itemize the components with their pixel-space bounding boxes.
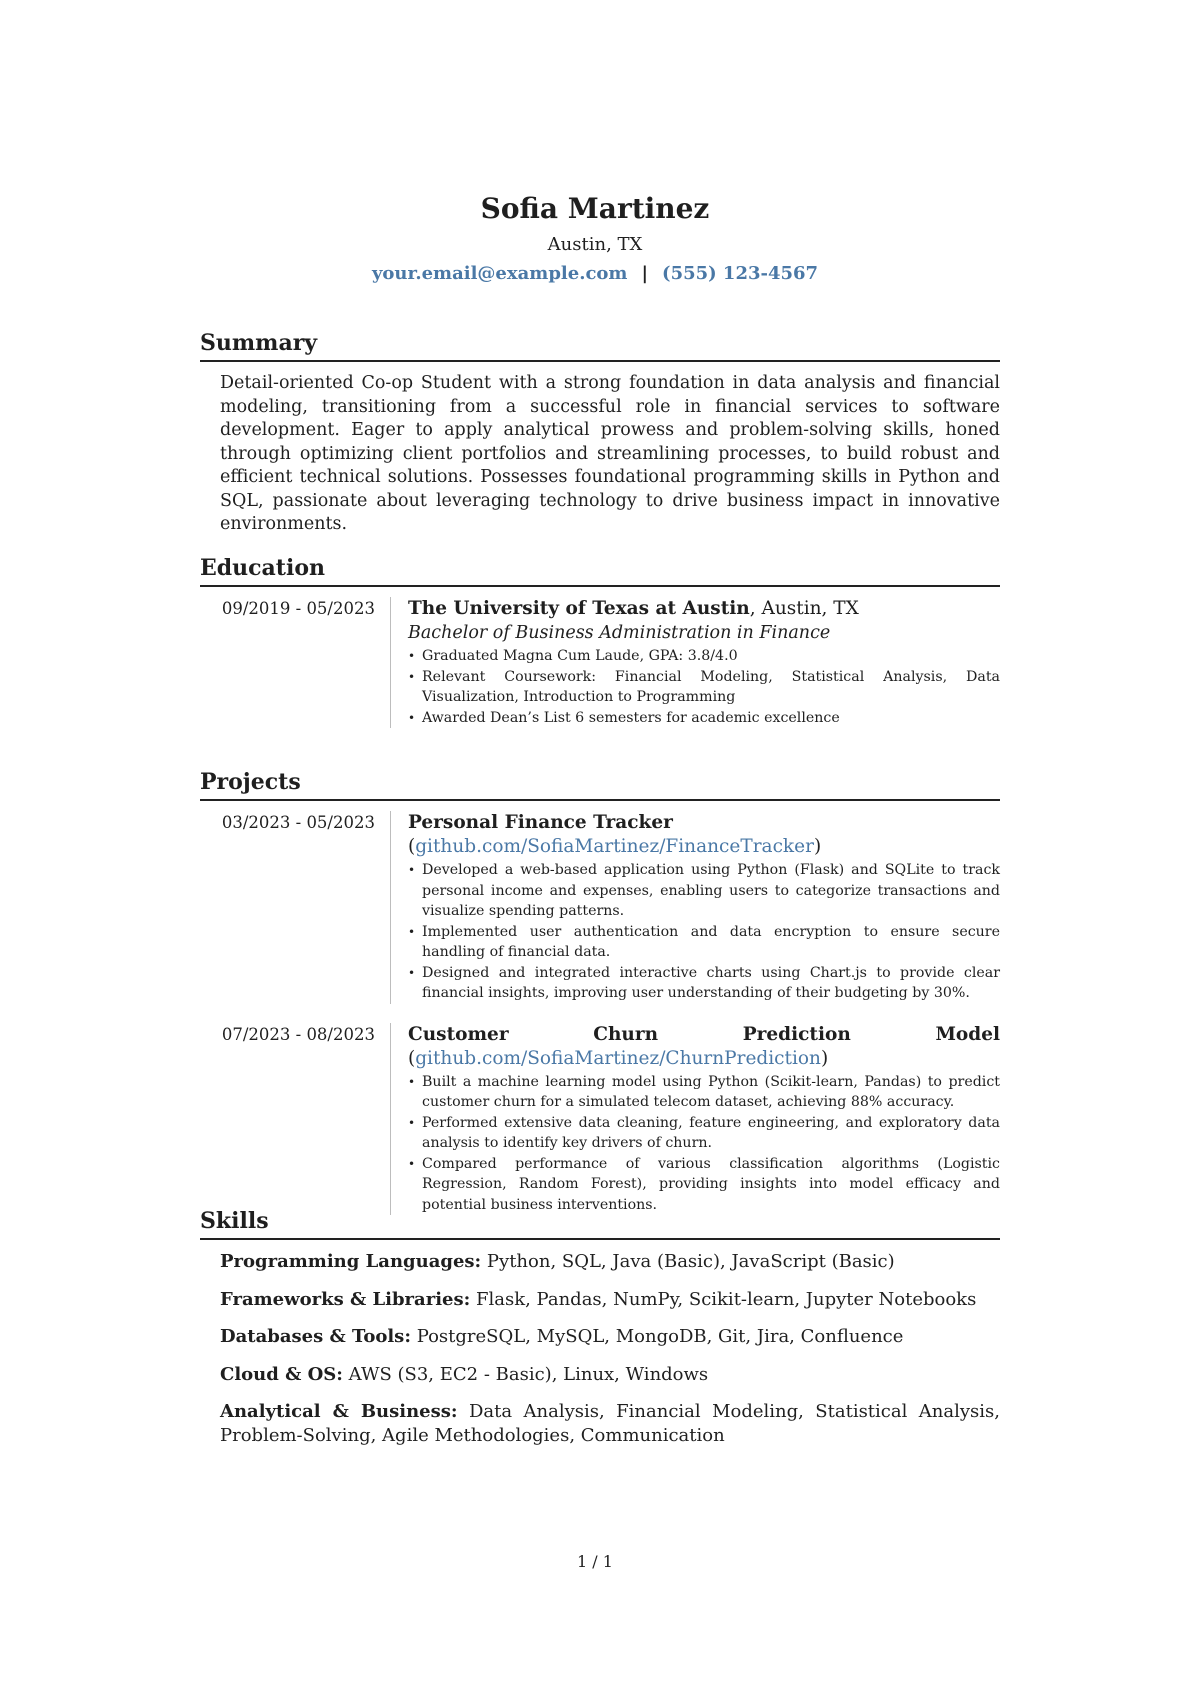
list-item: • Relevant Coursework: Financial Modeling, Statistical Analysis, Data Visualization, Introduction to Programming xyxy=(408,667,1000,708)
education-title-line xyxy=(408,597,1000,621)
education-heading: Education xyxy=(200,553,1000,587)
summary-heading: Summary xyxy=(200,328,1000,362)
list-item: • Implemented user authentication and data encryption to ensure secure handling of financial data. xyxy=(408,922,1000,963)
skill-label: Analytical & Business: xyxy=(220,1401,458,1422)
candidate-name: Sofia Martinez xyxy=(480,192,710,225)
project-bullets xyxy=(408,860,1000,1004)
skill-label: Databases & Tools: xyxy=(220,1326,411,1347)
project-link[interactable]: github.com/SofiaMartinez/ChurnPrediction xyxy=(415,1047,821,1069)
project-entry xyxy=(200,1023,1000,1216)
project-link[interactable]: github.com/SofiaMartinez/FinanceTracker xyxy=(415,836,814,857)
project-title-line xyxy=(408,1023,1000,1071)
skill-row xyxy=(220,1288,1000,1312)
education-body xyxy=(390,597,1000,728)
list-item: • Compared performance of various classification algorithms (Logistic Regression, Random Forest), providing insights into model efficacy and potential business interventions. xyxy=(408,1154,1000,1216)
list-item: • Performed extensive data cleaning, feature engineering, and exploratory data analysis to identify key drivers of churn. xyxy=(408,1113,1000,1154)
skill-row xyxy=(220,1250,1000,1274)
institution-name: The University of Texas at Austin xyxy=(408,598,750,619)
list-item: • Designed and integrated interactive charts using Chart.js to provide clear financial insights, improving user understanding of their budgeting by 30%. xyxy=(408,963,1000,1004)
skill-label: Cloud & OS: xyxy=(220,1363,343,1385)
paren-close: ) xyxy=(820,1047,829,1069)
contact-separator: | xyxy=(641,263,649,284)
skill-value: Data Analysis, Financial Modeling, Statistical Analysis, Problem-Solving, Agile Methodologies, Communication xyxy=(220,1401,1000,1446)
projects-section xyxy=(200,767,1000,1215)
project-dates: 03/2023 - 05/2023 xyxy=(221,813,375,832)
skill-row xyxy=(220,1325,1000,1349)
education-dates: 09/2019 - 05/2023 xyxy=(221,599,375,618)
education-section xyxy=(200,553,1000,728)
skills-heading: Skills xyxy=(200,1206,1000,1240)
list-item: • Developed a web-based application using Python (Flask) and SQLite to track personal income and expenses, enabling users to categorize transactions and visualize spending patterns. xyxy=(408,860,1000,922)
degree-name: Bachelor of Business Administration in Finance xyxy=(408,623,831,643)
skill-value: PostgreSQL, MySQL, MongoDB, Git, Jira, Confluence xyxy=(410,1326,904,1347)
skill-value: Flask, Pandas, NumPy, Scikit-learn, Jupyter Notebooks xyxy=(470,1288,977,1310)
institution-location: , Austin, TX xyxy=(749,598,859,619)
page-number: 1 / 1 xyxy=(577,1552,613,1571)
project-name: Personal Finance Tracker xyxy=(408,812,673,833)
project-dates: 07/2023 - 08/2023 xyxy=(221,1024,375,1044)
project-bullets xyxy=(408,1072,1000,1216)
summary-section xyxy=(200,328,1000,537)
projects-heading: Projects xyxy=(200,767,1000,801)
skills-list xyxy=(220,1250,1000,1447)
skill-value: AWS (S3, EC2 - Basic), Linux, Windows xyxy=(342,1363,709,1385)
list-item: • Graduated Magna Cum Laude, GPA: 3.8/4.0 xyxy=(408,646,1000,667)
list-item: • Awarded Dean’s List 6 semesters for academic excellence xyxy=(408,708,1000,729)
list-item: • Built a machine learning model using Python (Scikit-learn, Pandas) to predict customer churn for a simulated telecom dataset, achieving 88% accuracy. xyxy=(408,1072,1000,1113)
project-body xyxy=(390,1023,1000,1216)
project-entry xyxy=(200,811,1000,1004)
education-bullets xyxy=(408,646,1000,728)
paren-open: ( xyxy=(408,836,416,857)
project-title-line xyxy=(408,811,1000,859)
phone-link[interactable]: (555) 123-4567 xyxy=(662,263,819,284)
skill-row xyxy=(220,1400,1000,1447)
summary-text: Detail-oriented Co-op Student with a strong foundation in data analysis and financial modeling, transitioning from a successful role in financial services to software development. Eager to apply analytical prowess and problem-solving skills, honed through optimizing client portfolios and streamlining processes, to build robust and efficient technical solutions. Possesses foundational programming skills in Python and SQL, passionate about leveraging technology to drive business impact in innovative environments. xyxy=(220,373,1000,534)
skill-label: Frameworks & Libraries: xyxy=(220,1288,471,1310)
email-link[interactable]: your.email@example.com xyxy=(371,263,628,284)
skill-row xyxy=(220,1363,1000,1387)
candidate-location: Austin, TX xyxy=(547,234,643,255)
paren-close: ) xyxy=(813,836,822,857)
skill-label: Programming Languages: xyxy=(220,1251,482,1272)
education-entry xyxy=(200,597,1000,728)
project-name: Customer Churn Prediction Model xyxy=(408,1023,1000,1045)
contact-line xyxy=(0,261,1190,287)
project-body xyxy=(390,811,1000,1004)
skill-value: Python, SQL, Java (Basic), JavaScript (Basic) xyxy=(481,1251,895,1272)
skills-section xyxy=(200,1206,1000,1461)
paren-open: ( xyxy=(408,1047,416,1069)
